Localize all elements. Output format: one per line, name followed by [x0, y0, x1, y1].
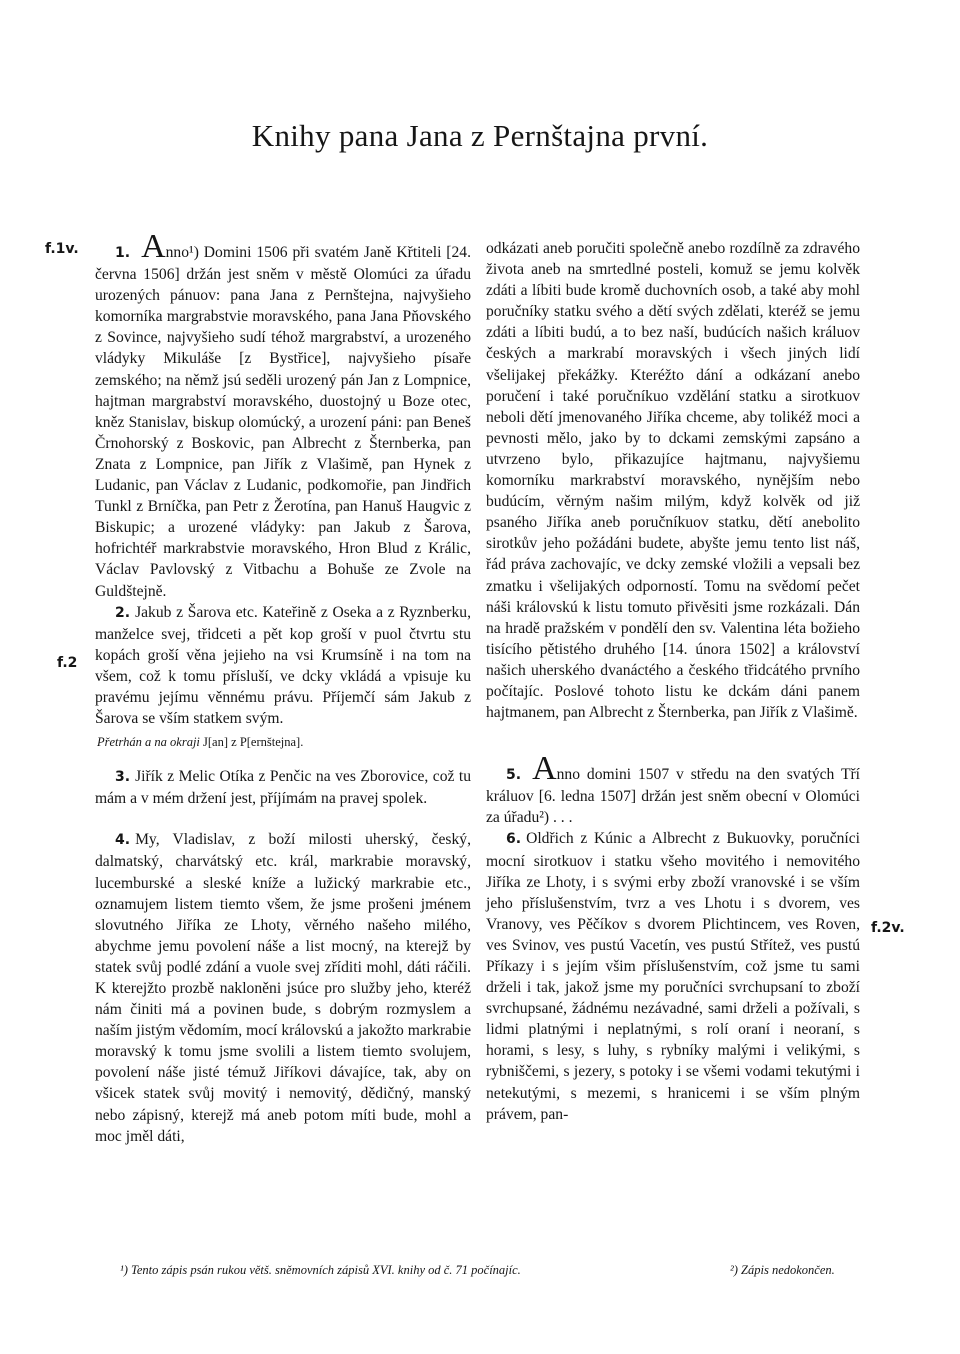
entry-text: My, Vladislav, z boží milosti uherský, český, dalmatský, charvátský etc. král, markrabie moravský, lucemburské a sleské kníže a lužický markrabie etc., oznamujem listem tiemto všem, že jsme prošeni jménem slovutného Jiříka ze Lhoty, věrného našeho milého, abychme jemu povolení náše a list mocný, na kterejž by statek svůj podlé zdání a vuole svej zříditi mohl, dáti ráčili. K kterejžto prozbě nakloněni jsúce pro služby jeho, kteréž nám činiti má a povinen bude, s dobrým rozmyslem a naším jistým vědomím, mocí královskú a jakožto markrabie moravský k tomu jsme svolili a listem tiemto svolujem, povolení náše jisté témuž Jiříkovi dávajíce, tak, aby on všicek statek svůj movitý i nemovitý, dědičný, manský nebo zápisný, kterejž má aneb potom míti bude, mohl a moc jměl dáti,: [95, 831, 471, 1145]
note-plain: J[an] z P[ernštejna].: [203, 735, 304, 750]
margin-note: [95, 732, 471, 752]
entry-number: 5.: [506, 767, 522, 784]
right-column: [486, 238, 860, 1125]
footnote-2: ²) Zápis nedokončen.: [730, 1263, 835, 1277]
drop-cap: A: [532, 750, 557, 788]
folio-label-f1v: f.1v.: [45, 241, 79, 257]
entry-number: 4.: [115, 832, 131, 849]
entry-5: [486, 750, 860, 828]
entry-text: Jiřík z Melic Otíka z Penčic na ves Zborovice, což tu mám a v mém držení jest, příjímám na pravej spolek.: [95, 768, 471, 808]
entry-text: Oldřich z Kúnic a Albrecht z Bukuovky, poručníci mocní sirotkuov i statku všeho movitého i nemovitého Jiříka ze Lhoty, i s svými erby zboží vranovské i se vším jeho příslušenstvím, tvrz a ves Lhotu i s dvorem, ves Vranovy, ves Pěčíkov s dvorem Plichtincem, ves Roven, ves Svinov, ves pustú Vacetín, ves pustú Střítež, ves pustú Příkazy i s jejím všim příslušenstvím, což jsme tu sami drželi i tak, jakož jsme my poručníci svrchupsaní to zboží svrchupsané, žádnému nezávadné, sami drželi a požívali, s lidmi platnými i neplatnými, s rolí oraní i neoraní, s horami, s lesy, s luhy, s rybníky malými i velikými, s rybniščemi, s jezery, s potoky i se všemi vodami tekutými i netekutými, s mezemi, s hranicemi i se vším plným právem, pan-: [486, 830, 860, 1123]
entry-text: nno¹) Domini 1506 při svatém Janě Křtiteli [24. června 1506] držán jest sněm v městě Olomúci za úřadu urozených pánuov: pana Jana z Pernštejna, najvyšieho komorníka margrabstvie moravského, pana Jana Pňovského z Sovince, najvyšieho sudí téhož margrabství, a urozeného vládyky Mikuláše [z Bystřice], najvyšieho písaře zemského; na němž jsú seděli urozený pán Jan z Lompnice, hajtman margrabství moravského, duostojný u Boze otec, kněz Stanislav, biskup olomúcký, a urození páni: pan Beneš Črnohorský z Boskovic, pan Albrecht z Šternberka, pan Znata z Lompnice, pan Jiřík z Vlašimě, pan Hynek z Ludanic, pan Václav z Ludanic, podkomořie, pan Jindřich Tunkl z Brníčka, pan Petr z Žerotína, pan Hanuš Haugvic z Biskupic; a urozené vládyky: pan Jakub z Šarova, hofrichtéř markrabstvie moravského, Hron Blud z Králic, Václav Pavlovský z Vitbachu a Bohuše ze Zvole na Guldštejně.: [95, 244, 471, 600]
entry-text: Jakub z Šarova etc. Kateřině z Oseka a z Ryznberku, manželce svej, třidceti a pět kop groší v puol čtvrtu stu kopách groší věna jejieho na vsi Krumsíně i na tom na všem, což k tomu přísluší, ve dcky vkládá a vpisuje ku pravému jejímu věnnému právu. Příjemčí sám Jakub z Šarova se vším statkem svým.: [95, 603, 471, 728]
page-title: Knihy pana Jana z Pernštajna první.: [251, 118, 709, 153]
entry-number: 3.: [115, 769, 131, 786]
drop-cap: A: [141, 228, 166, 265]
entry-number: 6.: [506, 831, 522, 848]
entry-4-continued: odkázati aneb poručiti společně anebo rozdílně za zdravého života aneb na smrtedlné posteli, komuž se jemu kolvěk zdáti a líbiti bude kromě duchovních osob, a také aby mohl poručníky statku svého a dětí svých zdělati, kteréž se jemu zdáti a líbiti budú, a to bez naší, budúcích našich králuov českých a markrabí moravských i všech jiných lidí všelijakej překážky. Kteréžto dání a odkázaní anebo poručení i také poručníkuo vzdělání statku a sirotkuov neboli dětí jmenovaného Jiříka chceme, aby tolikéž moci a pevnosti mělo, jako by to dckami zemskými zapsáno a utvrzeno bylo, přikazujíce hajtmanu, najvyšiemu komorníku markrabství moravského, nynějším nebo budúcím, věrným našim milým, když kolvěk od již psaného Jiříka aneb poručníkuov statku, dětí anebolito sirotkův jeho požádáni budete, abyšte jemu tento list náš, řád práva zachovajíc, ve dcky zemské vložili a vepsali bez zmatku i všelijakých odporností. Tomu na svědomí pečet náši královskú k listu tomuto přivěsiti jsme rozkázali. Dán na hradě pražském v pondělí den sv. Valentina léta božieho tisícího pětistého druhého [14. února 1502] a království našich uherského dvanáctého a českého třidcátého prvního počítajíc. Poslové tohoto listu ke dckám dáni panem hajtmanem, pan Albrecht z Šternberka, pan Jiřík z Vlašimě.: [486, 240, 860, 722]
entry-4: [95, 829, 471, 1146]
entry-3: [95, 766, 471, 809]
note-italic: Přetrhán a na okraji: [97, 735, 200, 750]
entry-number: 1.: [115, 245, 131, 261]
entry-2: [95, 602, 471, 730]
folio-label-f2v: f.2v.: [871, 920, 905, 936]
footnote-1: ¹) Tento zápis psán rukou větš. sněmovních zápisů XVI. knihy od č. 71 počínajíc.: [120, 1263, 521, 1277]
entry-6: [486, 828, 860, 1124]
entry-text: nno domini 1507 v středu na den svatých Tří králuov [6. ledna 1507] držán jest sněm obecní v Olomúci za úřadu²) . . .: [486, 766, 860, 827]
entry-number: 2.: [115, 604, 131, 621]
entry-1: [95, 228, 471, 602]
folio-label-f2: f.2: [57, 655, 78, 671]
left-column: [95, 228, 471, 1147]
